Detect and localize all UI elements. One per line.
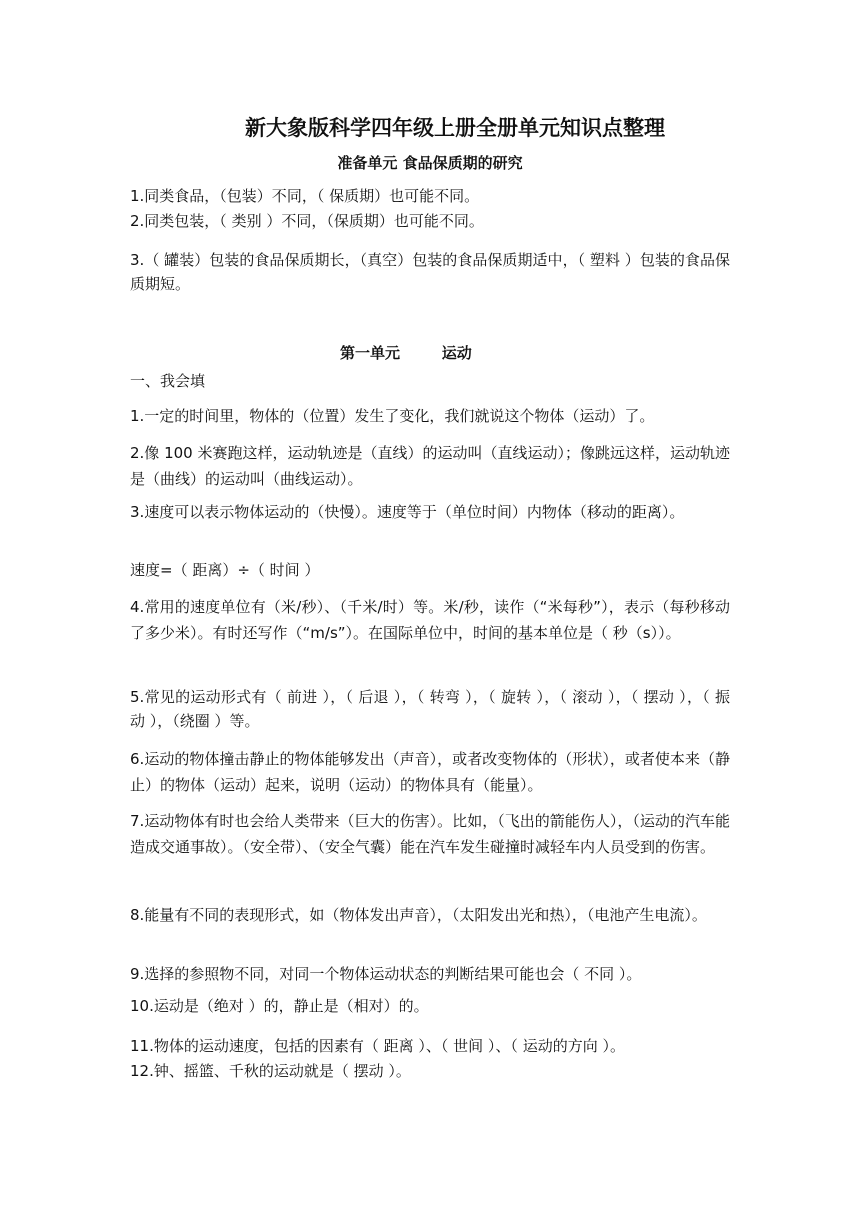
prep-item-3: 3.（ 罐装）包装的食品保质期长，（真空）包装的食品保质期适中，（ 塑料 ）包装的食品保质期短。 bbox=[130, 251, 730, 293]
prep-item-2: 2.同类包装，（ 类别 ）不同，（保质期）也可能不同。 bbox=[130, 212, 484, 230]
speed-formula: 速度=（ 距离）÷（ 时间 ） bbox=[130, 561, 320, 579]
unit1-item-9-text: 9.选择的参照物不同，对同一个物体运动状态的判断结果可能也会（ 不同 ）。 bbox=[130, 965, 642, 983]
unit1-section-label: 一、我会填 bbox=[130, 372, 206, 390]
unit1-item-6: 6.运动的物体撞击静止的物体能够发出（声音），或者改变物体的（形状），或者使本来（静止）的物体（运动）起来，说明（运动）的物体具有（能量）。 bbox=[130, 750, 730, 794]
unit1-item-10: 10.运动是（绝对 ）的，静止是（相对）的。 bbox=[130, 997, 429, 1015]
prep-item-1: 1.同类食品，（包装）不同，（ 保质期）也可能不同。 bbox=[130, 187, 480, 205]
unit1-item-2: 2.像 100 米赛跑这样，运动轨迹是（直线）的运动叫（直线运动）；像跳远这样，运动轨迹是（曲线）的运动叫（曲线运动）。 bbox=[130, 444, 730, 488]
unit1-item-7: 7.运动物体有时也会给人类带来（巨大的伤害）。比如，（飞出的箭能伤人），（运动的汽车能造成交通事故）。（安全带）、（安全气囊）能在汽车发生碰撞时减轻车内人员受到的伤害。 bbox=[130, 812, 730, 856]
unit1-item-4: 4.常用的速度单位有（米/秒）、（千米/时）等。米/秒，读作（“米每秒”），表示（每秒移动了多少米）。有时还写作（“m/s”）。在国际单位中，时间的基本单位是（ 秒（s））。 bbox=[130, 598, 730, 642]
document-title: 新大象版科学四年级上册全册单元知识点整理 bbox=[245, 116, 665, 140]
unit1-item-12: 12.钟、摇篮、千秋的运动就是（ 摆动 ）。 bbox=[130, 1062, 411, 1080]
unit1-heading: 第一单元 运动 bbox=[340, 344, 472, 362]
unit1-item-1: 1.一定的时间里，物体的（位置）发生了变化，我们就说这个物体（运动）了。 bbox=[130, 407, 655, 425]
unit1-item-3: 3.速度可以表示物体运动的（快慢）。速度等于（单位时间）内物体（移动的距离）。 bbox=[130, 503, 685, 521]
unit1-item-11: 11.物体的运动速度，包括的因素有（ 距离 ）、（ 世间 ）、（ 运动的方向 ）。 bbox=[130, 1037, 625, 1055]
unit1-item-8: 8.能量有不同的表现形式，如（物体发出声音），（太阳发出光和热），（电池产生电流）。 bbox=[130, 906, 707, 924]
unit1-item-5: 5.常见的运动形式有（ 前进 ），（ 后退 ），（ 转弯 ），（ 旋转 ），（ 滚动 ），（ 摆动 ），（ 振动 ），（绕圈 ）等。 bbox=[130, 688, 730, 730]
prep-unit-heading: 准备单元 食品保质期的研究 bbox=[337, 154, 523, 172]
